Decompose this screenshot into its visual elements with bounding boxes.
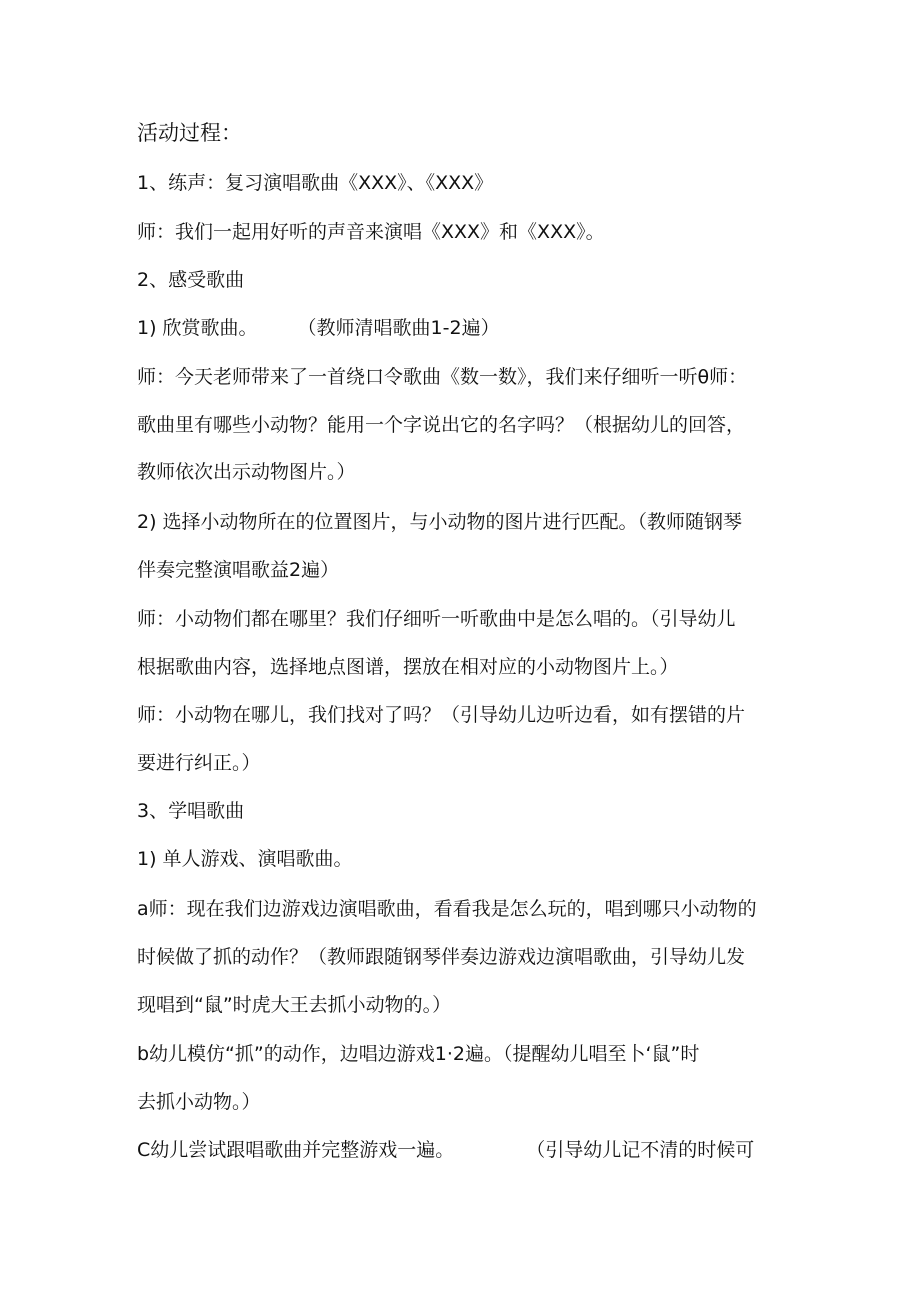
- paragraph-line: 现唱到“鼠”时虎大王去抓小动物的。）: [137, 994, 452, 1016]
- paragraph-line: 去抓小动物。）: [137, 1091, 261, 1113]
- section-heading-feel-song: 2、感受歌曲: [137, 269, 245, 291]
- paragraph-line: 2) 选择小动物所在的位置图片，与小动物的图片进行匹配。（教师随钢琴: [137, 511, 743, 533]
- section-heading-activity-process: 活动过程：: [137, 121, 242, 145]
- paragraph-line: b幼儿模仿“抓”的动作，边唱边游戏1·2遍。（提醒幼儿唱至卜‘鼠”时: [137, 1043, 700, 1065]
- paragraph-line: 歌曲里有哪些小动物？能用一个字说出它的名字吗？（根据幼儿的回答，: [137, 414, 746, 436]
- paragraph-line: 教师依次出示动物图片。）: [137, 461, 356, 483]
- step-text: C幼儿尝试跟唱歌曲并完整游戏一遍。: [137, 1139, 455, 1161]
- paragraph-line: 1、练声：复习演唱歌曲《XXX》、《XXX》: [137, 172, 494, 194]
- paragraph-line: 要进行纠正。）: [137, 752, 261, 774]
- paragraph-line: [137, 1137, 797, 1163]
- step-note: （引导幼儿记不清的时候可: [526, 1139, 755, 1161]
- paragraph-line: 时候做了抓的动作？（教师跟随钢琴伴奏边游戏边演唱歌曲，引导幼儿发: [137, 946, 746, 968]
- paragraph-line: [137, 315, 797, 341]
- paragraph-line: 师：今天老师带来了一首绕口令歌曲《数一数》，我们来仔细听一听θ师：: [137, 366, 748, 388]
- step-note: （教师清唱歌曲1-2遍）: [297, 317, 500, 339]
- paragraph-line: 师：我们一起用好听的声音来演唱《XXX》和《XXX》。: [137, 221, 605, 243]
- paragraph-line: a师：现在我们边游戏边演唱歌曲，看看我是怎么玩的，唱到哪只小动物的: [137, 898, 757, 920]
- paragraph-line: 师：小动物们都在哪里？我们仔细听一听歌曲中是怎么唱的。（引导幼儿: [137, 608, 736, 630]
- paragraph-line: 伴奏完整演唱歌益2遍）: [137, 559, 340, 581]
- paragraph-line: 根据歌曲内容，选择地点图谱，摆放在相对应的小动物图片上。）: [137, 656, 679, 678]
- paragraph-line: 1) 单人游戏、演唱歌曲。: [137, 848, 353, 870]
- section-heading-learn-song: 3、学唱歌曲: [137, 800, 245, 822]
- paragraph-line: 师：小动物在哪儿，我们找对了吗？（引导幼儿边听边看，如有摆错的片: [137, 704, 746, 726]
- step-text: 1) 欣赏歌曲。: [137, 317, 258, 339]
